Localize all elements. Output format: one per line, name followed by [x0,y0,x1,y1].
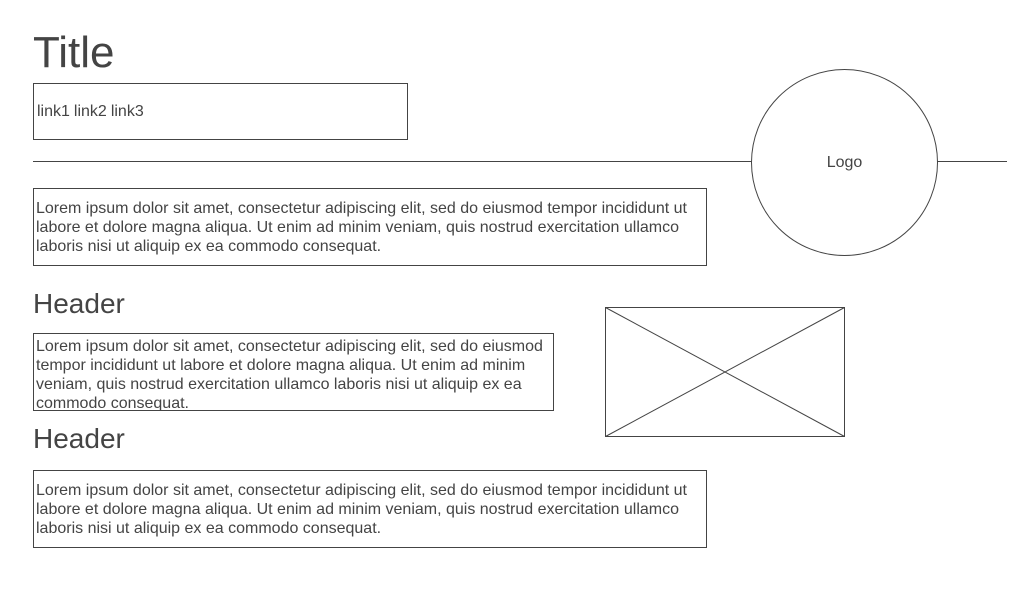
text-block-section-1: Lorem ipsum dolor sit amet, consectetur adipiscing elit, sed do eiusmod tempor incididunt ut labore et dolore magna aliqua. Ut enim ad minim veniam, quis nostrud exercitation ullamco laboris nisi ut aliquip ex ea commodo consequat. [33,333,554,411]
text-block-intro: Lorem ipsum dolor sit amet, consectetur adipiscing elit, sed do eiusmod tempor incididunt ut labore et dolore magna aliqua. Ut enim ad minim veniam, quis nostrud exercitation ullamco laboris nisi ut aliquip ex ea commodo consequat. [33,188,707,266]
section-header-1: Header [33,288,125,319]
page-title: Title [33,28,115,77]
section-header-2: Header [33,423,125,454]
nav-link-1[interactable]: link1 [37,102,70,120]
nav-link-3[interactable]: link3 [110,102,144,120]
image-placeholder [605,307,845,437]
logo[interactable] [751,69,938,256]
logo-label: Logo [826,153,863,171]
nav-link-2[interactable]: link2 [73,102,107,120]
text-block-section-2: Lorem ipsum dolor sit amet, consectetur adipiscing elit, sed do eiusmod tempor incididunt ut labore et dolore magna aliqua. Ut enim ad minim veniam, quis nostrud exercitation ullamco laboris nisi ut aliquip ex ea commodo consequat. [33,470,707,548]
nav-bar [33,83,408,140]
